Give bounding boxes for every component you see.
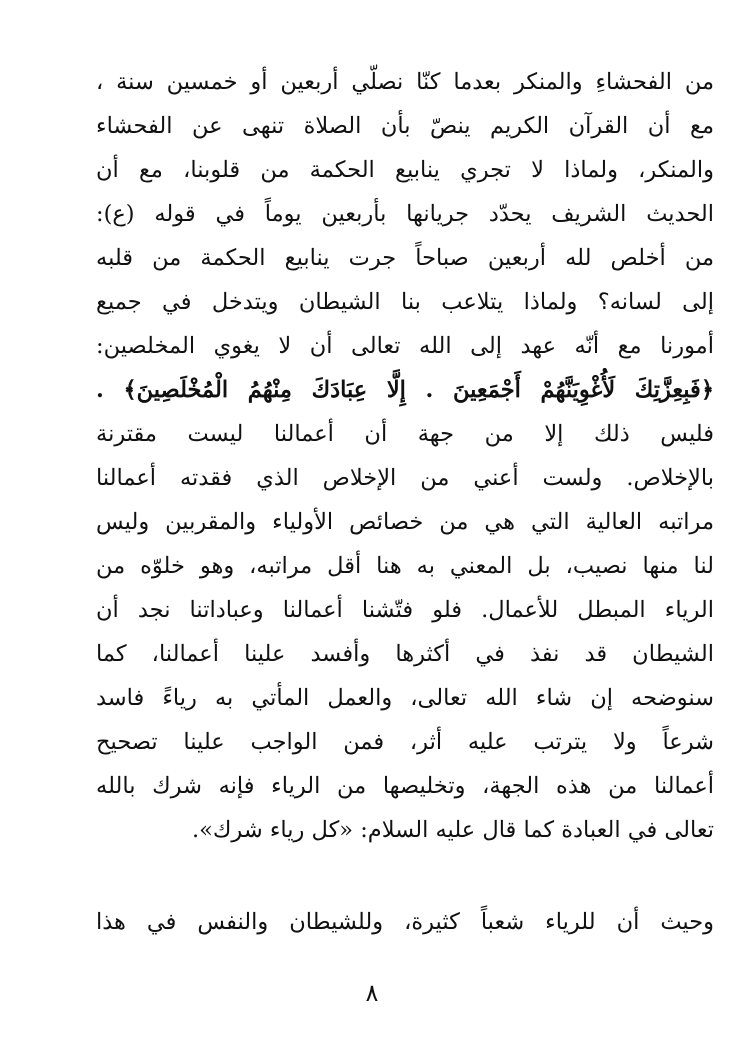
paragraph-2 — [96, 900, 714, 944]
text-line: مراتبه العالية التي هي من خصائص الأولياء والمقربين وليس — [96, 509, 714, 535]
quran-verse-line: ﴿فَبِعِزَّتِكَ لَأُغْوِيَنَّهُمْ أَجْمَعِينَ . إِلَّا عِبَادَكَ مِنْهُمُ الْمُخْلَصِينَ﴾ . — [96, 377, 714, 403]
text-line: من الفحشاءِ والمنكر بعدما كنّا نصلّي أربعين أو خمسين سنة ، — [96, 69, 714, 95]
text-line: وحيث أن للرياء شعباً كثيرة، وللشيطان والنفس في هذا — [96, 909, 714, 935]
text-line: الرياء المبطل للأعمال. فلو فتّشنا أعمالنا وعباداتنا نجد أن — [96, 597, 714, 623]
text-line: الحديث الشريف يحدّد جريانها بأربعين يوماً في قوله (ع): — [96, 201, 714, 227]
page-number: ٨ — [365, 979, 379, 1007]
text-line: أمورنا مع أنّه عهد إلى الله تعالى أن لا يغوي المخلصين: — [96, 333, 714, 359]
text-line: شرعاً ولا يترتب عليه أثر، فمن الواجب علينا تصحيح — [96, 729, 714, 755]
text-line: أعمالنا من هذه الجهة، وتخليصها من الرياء فإنه شرك بالله — [96, 773, 714, 799]
text-line: لنا منها نصيب، بل المعني به هنا أقل مراتبه، وهو خلوّه من — [96, 553, 714, 579]
paragraph-1 — [96, 60, 714, 852]
text-line: والمنكر، ولماذا لا تجري ينابيع الحكمة من قلوبنا، مع أن — [96, 157, 714, 183]
text-line: تعالى في العبادة كما قال عليه السلام: «كل رياء شرك». — [191, 817, 714, 843]
text-line: من أخلص لله أربعين صباحاً جرت ينابيع الحكمة من قلبه — [96, 245, 714, 271]
text-line: بالإخلاص. ولست أعني من الإخلاص الذي فقدته أعمالنا — [96, 465, 714, 491]
text-line: فليس ذلك إلا من جهة أن أعمالنا ليست مقترنة — [96, 421, 714, 447]
text-line: إلى لسانه؟ ولماذا يتلاعب بنا الشيطان ويتدخل في جميع — [96, 289, 714, 315]
text-line: سنوضحه إن شاء الله تعالى، والعمل المأتي به رياءً فاسد — [96, 685, 714, 711]
text-line: مع أن القرآن الكريم ينصّ بأن الصلاة تنهى عن الفحشاء — [96, 113, 714, 139]
text-line: الشيطان قد نفذ في أكثرها وأفسد علينا أعمالنا، كما — [96, 641, 714, 667]
